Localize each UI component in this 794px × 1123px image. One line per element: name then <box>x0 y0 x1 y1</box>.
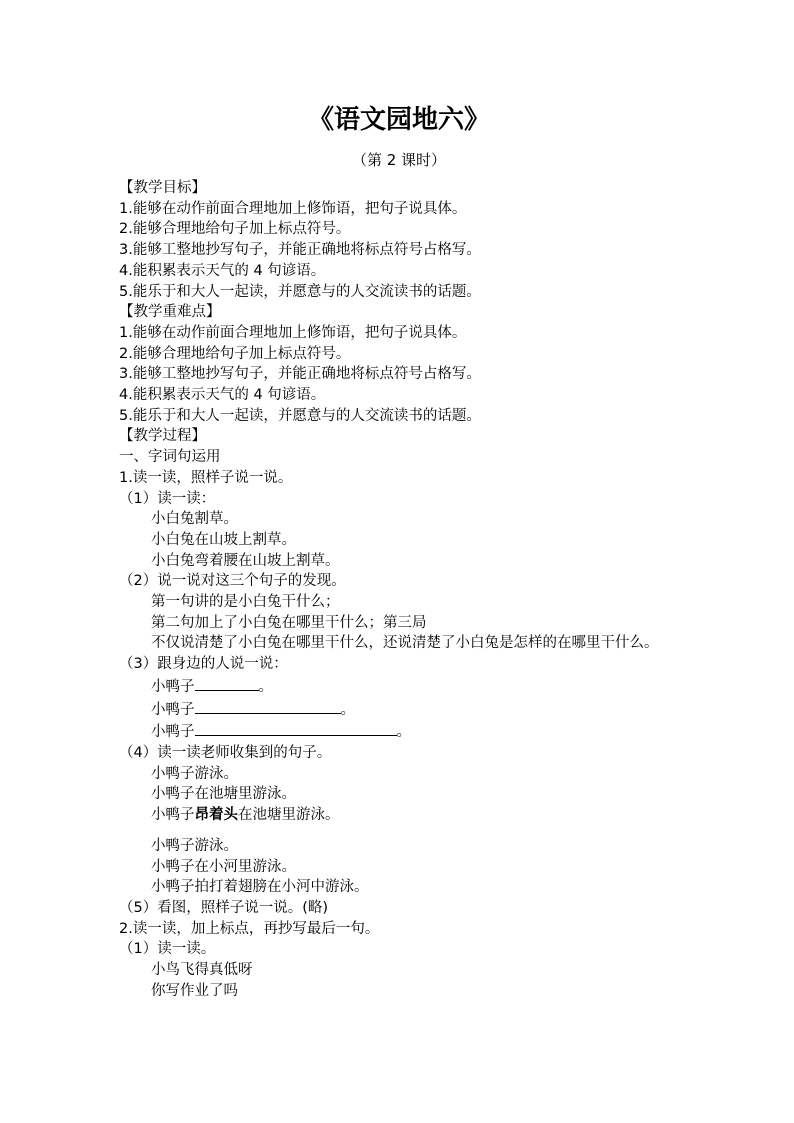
discovery-paragraph: 不仅说清楚了小白兔在哪里干什么，还说清楚了小白兔是怎样的在哪里干什么。 <box>151 635 659 652</box>
key-point-item: 3.能够工整地抄写句子，并能正确地将标点符号占格写。 <box>119 366 481 383</box>
example-sentence: 小白兔割草。 <box>151 511 238 528</box>
discovery-line: 第二句加上了小白兔在哪里干什么；第三局 <box>151 614 427 631</box>
key-point-item: 2.能够合理地给句子加上标点符号。 <box>119 345 351 362</box>
key-point-item: 4.能积累表示天气的 4 句谚语。 <box>119 387 326 404</box>
key-point-item: 5.能乐于和大人一起读，并愿意与的人交流读书的话题。 <box>119 407 481 424</box>
sentence-part: 在池塘里游泳。 <box>238 807 340 824</box>
bold-modifier: 昂着头 <box>194 807 238 824</box>
step-heading: （2）说一说对这三个句子的发现。 <box>119 573 346 590</box>
process-heading: 【教学过程】 <box>119 428 206 445</box>
example-sentence: 小白兔弯着腰在山坡上割草。 <box>151 552 340 569</box>
example-sentence: 小白兔在山坡上割草。 <box>151 531 296 548</box>
discovery-line: 第一句讲的是小白兔干什么； <box>151 594 340 611</box>
key-points-heading: 【教学重难点】 <box>119 304 221 321</box>
collected-sentence <box>119 805 679 826</box>
section-heading: 一、字词句运用 <box>119 449 221 466</box>
fill-end: 。 <box>340 701 355 718</box>
sentence-part: 小鸭子 <box>151 807 195 824</box>
collected-sentence: 小鸭子在小河里游泳。 <box>151 858 296 875</box>
collected-sentence: 小鸭子在池塘里游泳。 <box>151 786 296 803</box>
fill-prefix: 小鸭子 <box>151 724 195 741</box>
task-heading: 1.读一读，照样子说一说。 <box>119 469 293 486</box>
fill-blank-line <box>119 698 679 721</box>
objectives-heading: 【教学目标】 <box>119 180 206 196</box>
objective-item: 3.能够工整地抄写句子，并能正确地将标点符号占格写。 <box>119 242 481 259</box>
collected-sentence: 小鸭子游泳。 <box>151 765 238 782</box>
punctuation-sentence: 小鸟飞得真低呀 <box>151 962 253 979</box>
fill-prefix: 小鸭子 <box>151 701 195 718</box>
blank-underline <box>195 698 341 714</box>
objective-item: 5.能乐于和大人一起读，并愿意与的人交流读书的话题。 <box>119 283 481 300</box>
document-page <box>119 96 679 1001</box>
page-subtitle: （第 2 课时） <box>351 151 447 169</box>
step-heading: （3）跟身边的人说一说： <box>119 656 288 673</box>
objective-item: 4.能积累表示天气的 4 句谚语。 <box>119 262 326 279</box>
step-heading: （5）看图，照样子说一说。(略) <box>119 899 329 916</box>
blank-underline <box>195 720 397 736</box>
collected-sentence: 小鸭子游泳。 <box>151 837 238 854</box>
blank-underline <box>195 675 259 691</box>
fill-end: 。 <box>258 678 273 695</box>
fill-blank-line <box>119 720 679 743</box>
objective-item: 1.能够在动作前面合理地加上修饰语，把句子说具体。 <box>119 200 467 217</box>
step-heading: （1）读一读： <box>119 490 216 507</box>
task-heading: 2.读一读，加上标点，再抄写最后一句。 <box>119 920 380 937</box>
spacer <box>119 826 679 836</box>
fill-end: 。 <box>396 724 411 741</box>
step-heading: （1）读一读。 <box>119 941 216 958</box>
step-heading: （4）读一读老师收集到的句子。 <box>119 744 332 761</box>
punctuation-sentence: 你写作业了吗 <box>151 982 238 999</box>
objective-item: 2.能够合理地给句子加上标点符号。 <box>119 221 351 238</box>
key-point-item: 1.能够在动作前面合理地加上修饰语，把句子说具体。 <box>119 324 467 341</box>
page-title: 《语文园地六》 <box>307 105 490 135</box>
fill-prefix: 小鸭子 <box>151 678 195 695</box>
collected-sentence: 小鸭子拍打着翅膀在小河中游泳。 <box>151 879 369 896</box>
fill-blank-line <box>119 675 679 698</box>
